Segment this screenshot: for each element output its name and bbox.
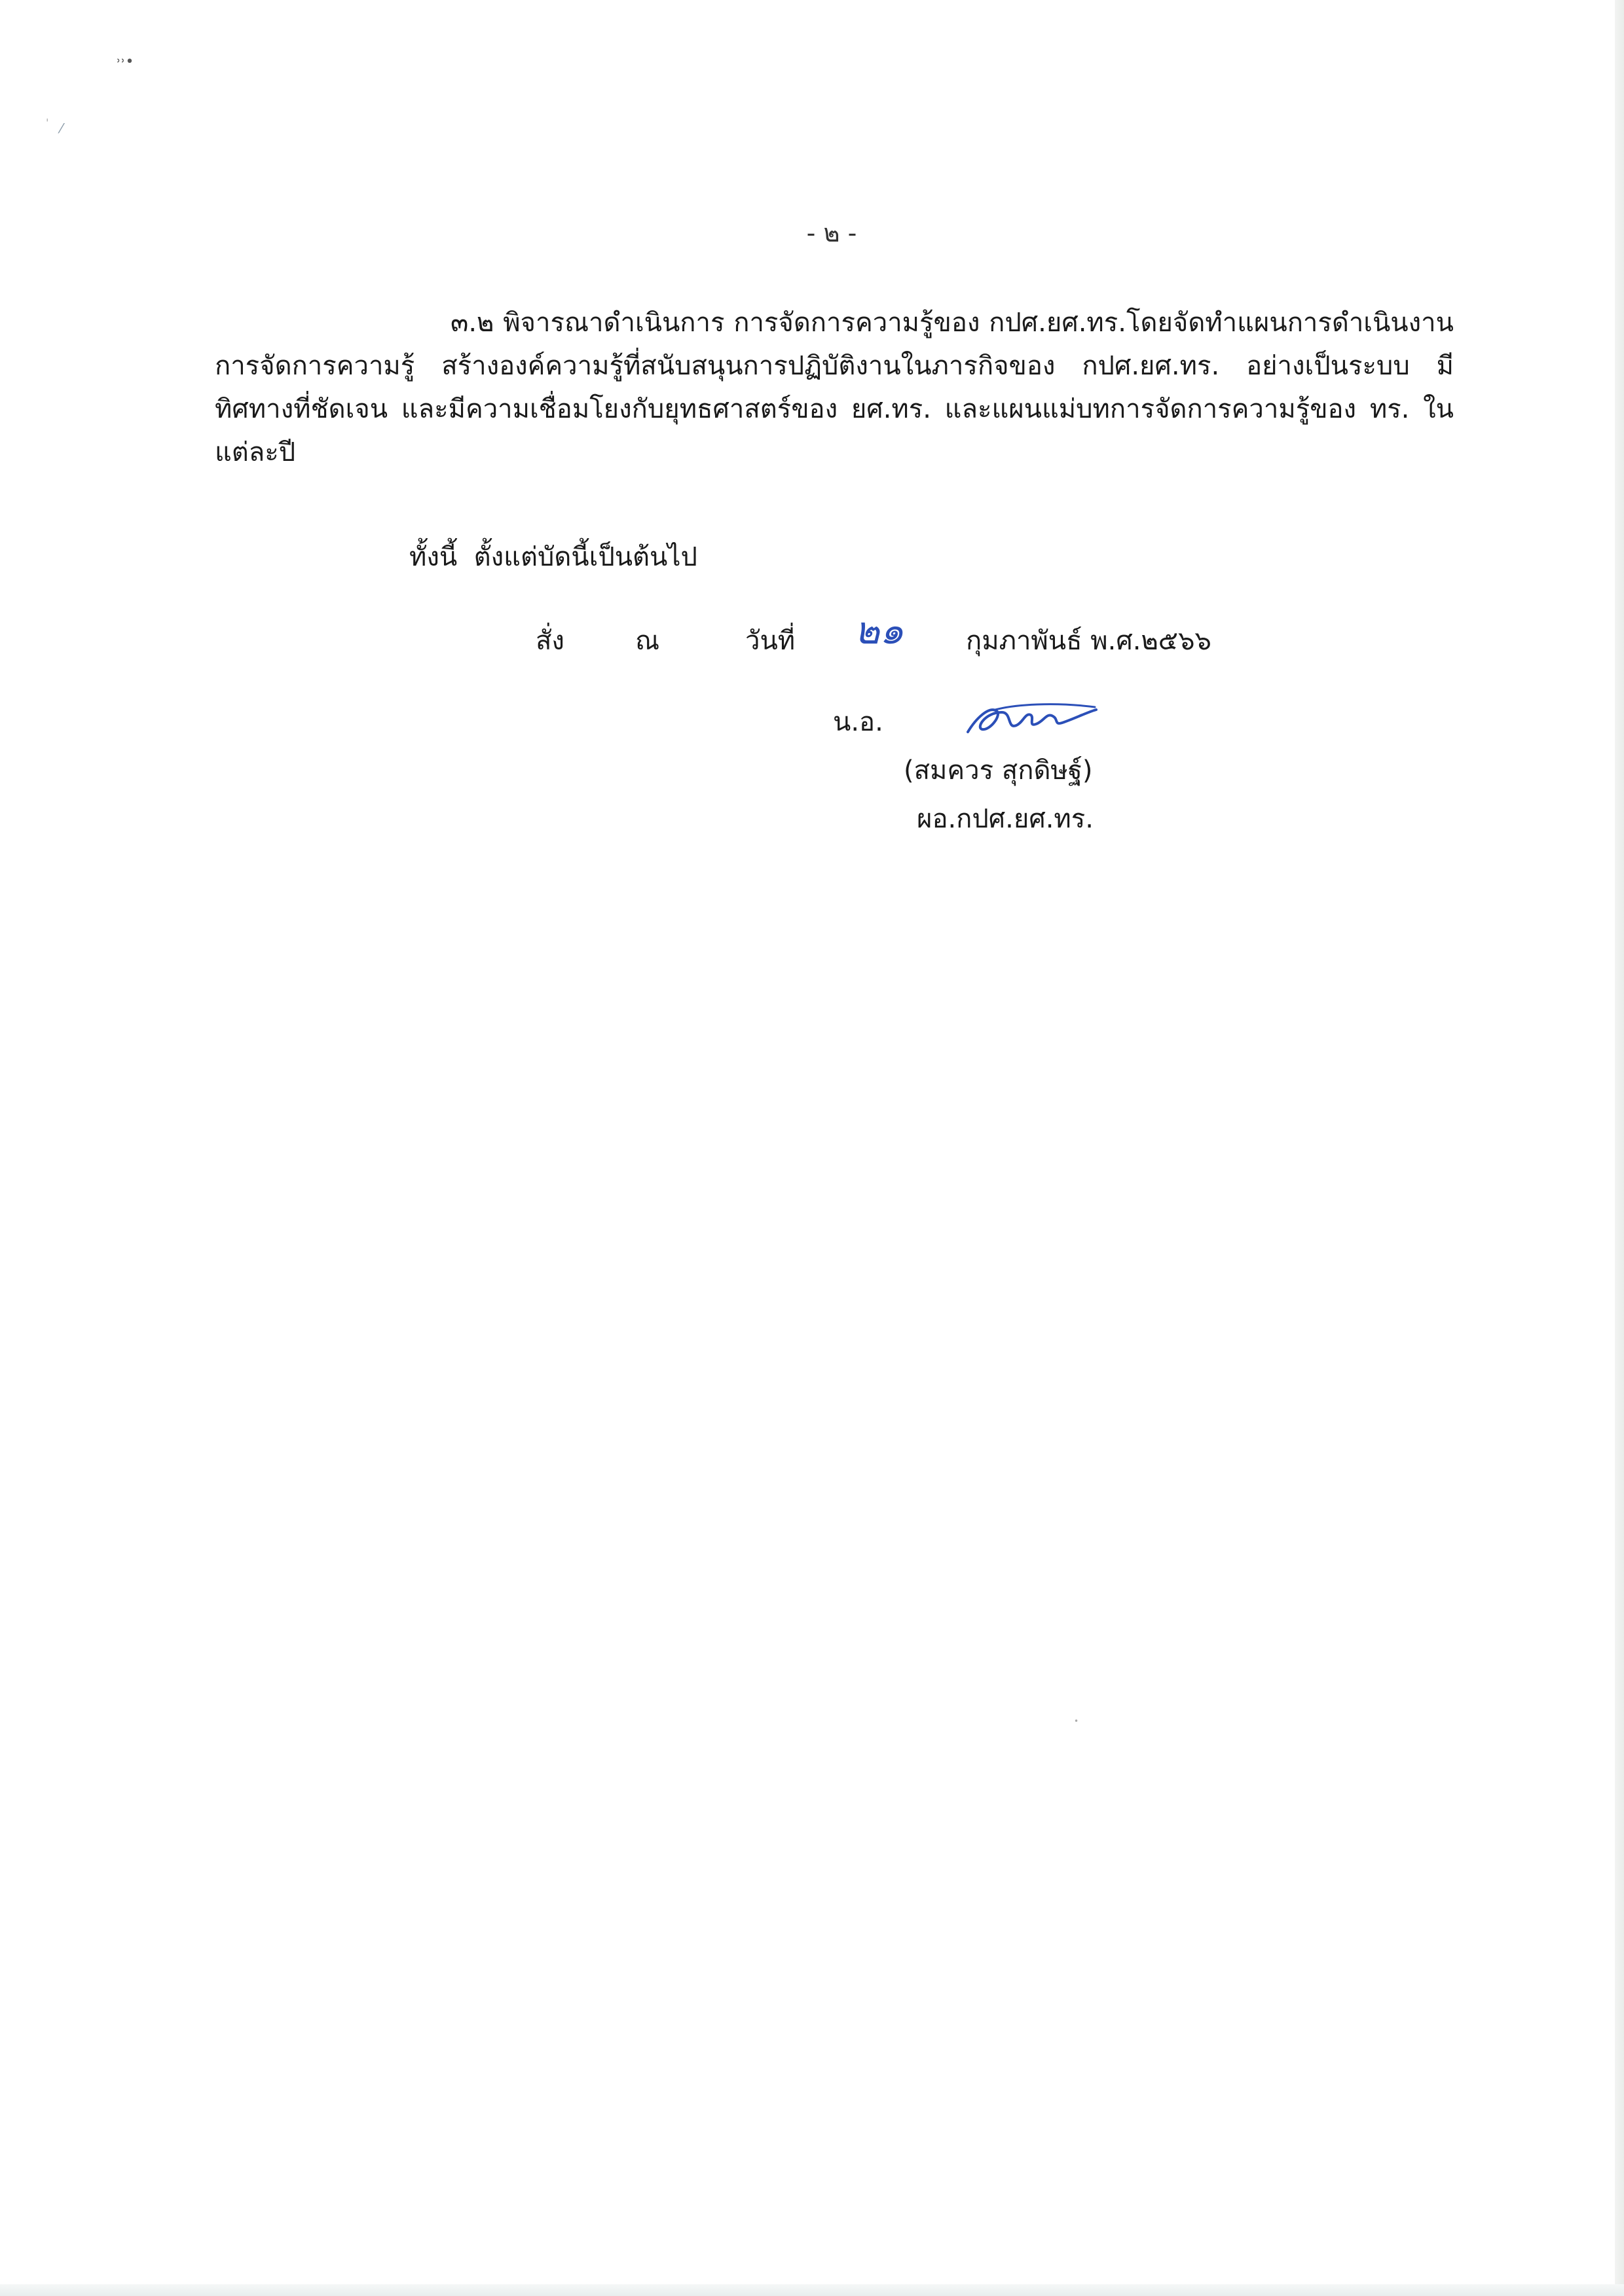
body-paragraph: ๓.๒ พิจารณาดำเนินการ การจัดการความรู้ของ กปศ.ยศ.ทร.โดยจัดทำแผนการดำเนินงาน การจัดการความรู้ สร้างองค์ความรู้ที่สนับสนุนการปฏิบัติงานในภารกิจของ กปศ.ยศ.ทร. อย่างเป็นระบบ มีทิศทางที่ชัดเจน และมีความเชื่อมโยงกับยุทธศาสตร์ของ ยศ.ทร. และแผนแม่บทการจัดการความรู้ของ ทร. ในแต่ละปี	[215, 308, 1454, 467]
effective-clause: ทั้งนี้ ตั้งแต่บัดนี้เป็นต้นไป	[409, 542, 697, 572]
order-label: สั่ง	[536, 626, 564, 656]
order-month-year: กุมภาพันธ์ พ.ศ.๒๕๖๖	[966, 626, 1211, 656]
order-date-label: วันที่	[745, 626, 796, 656]
scan-artifact-mark: •	[1074, 1717, 1079, 1726]
handwritten-signature	[956, 693, 1100, 745]
scan-artifact-mark: ˒˒•	[117, 54, 134, 70]
scan-edge-right	[1615, 0, 1624, 2296]
scan-edge-bottom	[0, 2284, 1624, 2296]
signer-rank: น.อ.	[833, 707, 883, 737]
handwritten-day: ๒๑	[855, 608, 904, 653]
signer-name: (สมควร สุกดิษฐ์)	[904, 756, 1093, 786]
scan-artifact-mark: ⁄	[60, 120, 63, 136]
scan-artifact-mark: ˌ	[46, 110, 49, 122]
order-at-label: ณ	[635, 626, 660, 656]
signer-position: ผอ.กปศ.ยศ.ทร.	[917, 804, 1094, 834]
page-number: - ๒ -	[806, 219, 857, 247]
